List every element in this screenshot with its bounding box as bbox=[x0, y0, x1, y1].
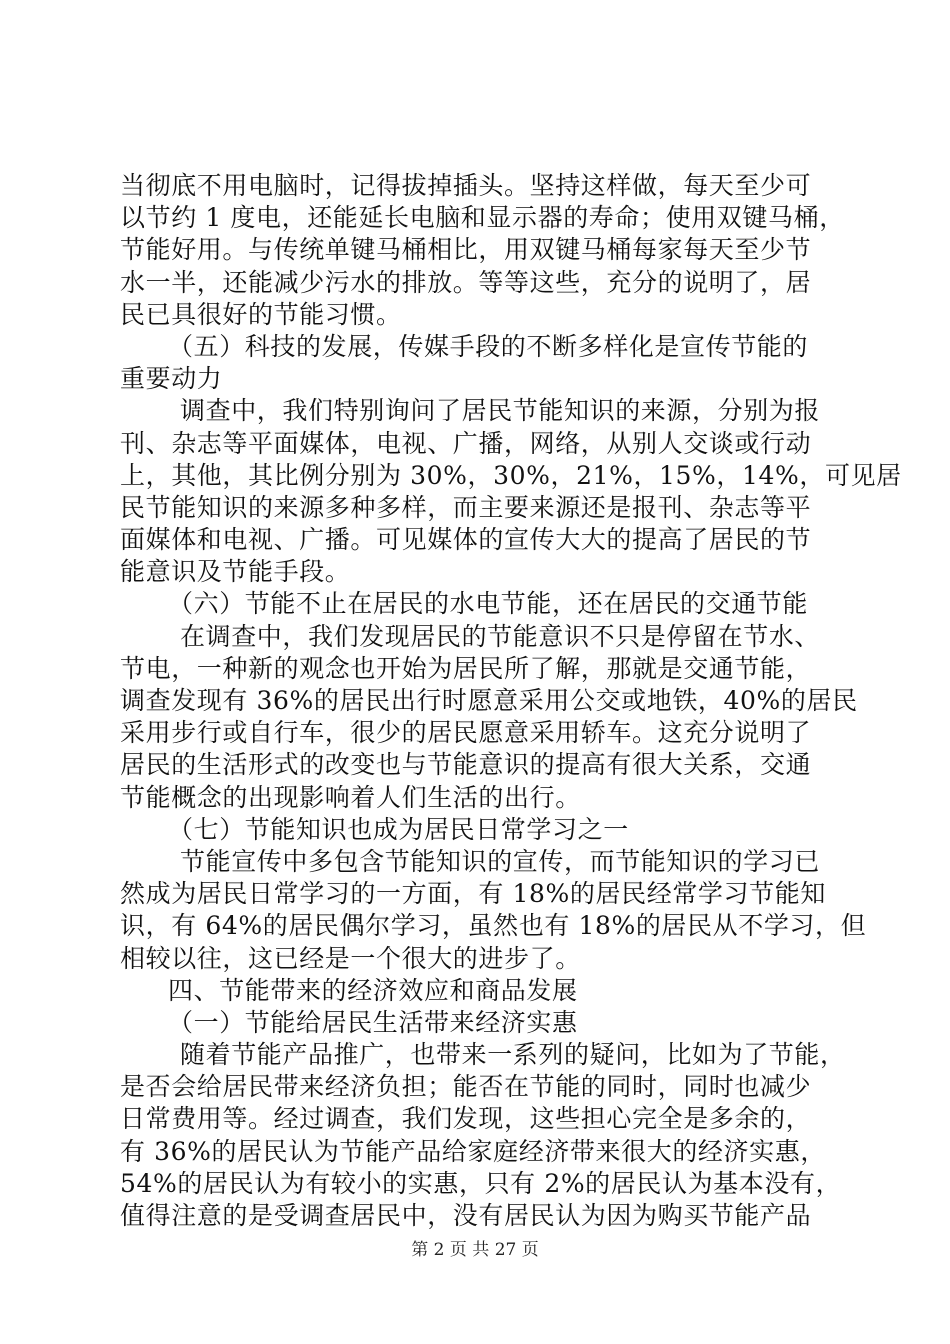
body-line: 采用步行或自行车，很少的居民愿意采用轿车。这充分说明了 bbox=[120, 718, 812, 748]
body-line: 然成为居民日常学习的一方面，有 18%的居民经常学习节能知 bbox=[120, 879, 826, 909]
body-line: 是否会给居民带来经济负担；能否在节能的同时，同时也减少 bbox=[120, 1072, 812, 1102]
section-heading: （六）节能不止在居民的水电节能，还在居民的交通节能 bbox=[168, 589, 809, 619]
body-line: 当彻底不用电脑时，记得拔掉插头。坚持这样做，每天至少可 bbox=[120, 171, 812, 200]
body-line: 节能概念的出现影响着人们生活的出行。 bbox=[120, 782, 581, 812]
body-line: 节能好用。与传统单键马桶相比，用双键马桶每家每天至少节 bbox=[120, 235, 812, 265]
body-line: 日常费用等。经过调查，我们发现，这些担心完全是多余的， bbox=[120, 1104, 812, 1134]
body-line: 刊、杂志等平面媒体，电视、广播，网络，从别人交谈或行动 bbox=[120, 428, 812, 458]
paragraph-start: 随着节能产品推广，也带来一系列的疑问，比如为了节能， bbox=[180, 1040, 846, 1070]
body-line: 民已具很好的节能习惯。 bbox=[120, 299, 402, 329]
body-line: 水一半，还能减少污水的排放。等等这些，充分的说明了，居 bbox=[120, 267, 812, 297]
section-heading: （五）科技的发展，传媒手段的不断多样化是宣传节能的 bbox=[168, 331, 809, 361]
body-line: 值得注意的是受调查居民中，没有居民认为因为购买节能产品 bbox=[120, 1201, 812, 1230]
body-line: 54%的居民认为有较小的实惠，只有 2%的居民认为基本没有， bbox=[120, 1168, 842, 1198]
body-line: 节电，一种新的观念也开始为居民所了解，那就是交通节能， bbox=[120, 653, 812, 683]
section-heading: （一）节能给居民生活带来经济实惠 bbox=[168, 1007, 578, 1037]
body-line: 面媒体和电视、广播。可见媒体的宣传大大的提高了居民的节 bbox=[120, 525, 812, 555]
document-body bbox=[120, 170, 902, 1232]
body-line: 调查发现有 36%的居民出行时愿意采用公交或地铁，40%的居民 bbox=[120, 686, 858, 715]
body-line: 有 36%的居民认为节能产品给家庭经济带来很大的经济实惠， bbox=[120, 1136, 826, 1166]
body-line: 识，有 64%的居民偶尔学习，虽然也有 18%的居民从不学习，但 bbox=[120, 911, 867, 941]
body-line: 相较以往，这已经是一个很大的进步了。 bbox=[120, 943, 581, 973]
page-footer: 第 2 页 共 27 页 bbox=[411, 1240, 539, 1260]
chapter-heading: 四、节能带来的经济效应和商品发展 bbox=[168, 975, 578, 1005]
section-heading-continued: 重要动力 bbox=[120, 364, 223, 394]
body-line: 以节约 1 度电，还能延长电脑和显示器的寿命；使用双键马桶， bbox=[120, 203, 845, 233]
body-line: 上，其他，其比例分别为 30%，30%，21%，15%，14%，可见居 bbox=[120, 460, 902, 490]
paragraph-start: 在调查中，我们发现居民的节能意识不只是停留在节水、 bbox=[180, 621, 821, 651]
body-line: 民节能知识的来源多种多样，而主要来源还是报刊、杂志等平 bbox=[120, 492, 812, 522]
body-line: 能意识及节能手段。 bbox=[120, 557, 351, 587]
paragraph-start: 调查中，我们特别询问了居民节能知识的来源，分别为报 bbox=[180, 396, 821, 426]
paragraph-start: 节能宣传中多包含节能知识的宣传，而节能知识的学习已 bbox=[180, 846, 821, 876]
section-heading: （七）节能知识也成为居民日常学习之一 bbox=[168, 814, 629, 844]
body-line: 居民的生活形式的改变也与节能意识的提高有很大关系，交通 bbox=[120, 750, 812, 780]
